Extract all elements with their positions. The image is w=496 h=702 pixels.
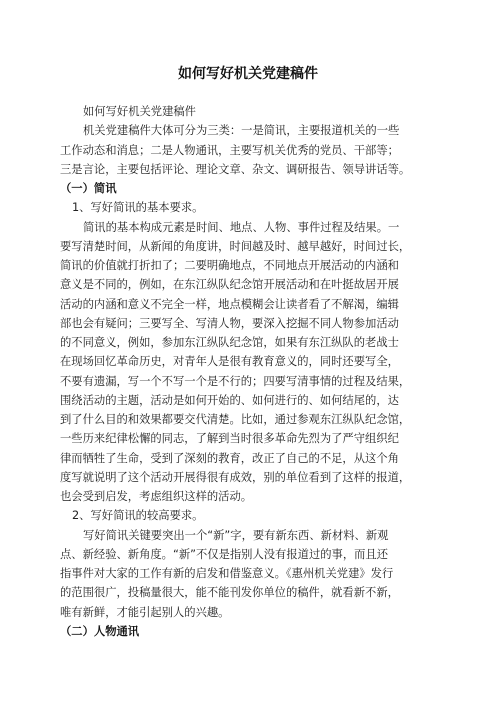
body-line: 不要有遗漏，写一个不写一个是不行的；四要写清事情的过程及结果，	[60, 374, 411, 388]
body-line: 要写清楚时间，从新闻的角度讲，时间越及时、越早越好，时间过长，	[60, 239, 411, 253]
body-line: 机关党建稿件大体可分为三类：一是简讯，主要报道机关的一些	[83, 124, 400, 138]
document-title: 如何写好机关党建稿件	[178, 66, 318, 82]
body-line: 律而牺牲了生命，受到了深刻的教育，改正了自己的不足，从这个角	[60, 451, 399, 465]
body-line: 到了什么目的和效果都要交代清楚。比如，通过参观东江纵队纪念馆，	[60, 413, 411, 426]
body-line: 如何写好机关党建稿件	[83, 105, 196, 118]
subsection-heading: 1、写好简讯的基本要求。	[72, 201, 204, 215]
body-line: 一些历来纪律松懈的同志，了解到当时很多革命先烈为了严守组织纪	[60, 432, 399, 446]
section-heading: （一）简讯	[60, 182, 117, 195]
body-line: 唯有新鲜，才能引起别人的兴趣。	[60, 605, 230, 619]
section-heading: （二）人物通讯	[60, 624, 140, 638]
body-line: 三是言论，主要包括评论、理论文章、杂文、调研报告、领导讲话等。	[60, 162, 411, 176]
body-line: 简讯的基本构成元素是时间、地点、人物、事件过程及结果。一	[83, 220, 400, 234]
body-line: 围绕活动的主题，活动是如何开始的、如何进行的、如何结尾的，达	[60, 393, 399, 407]
body-line: 在现场回忆革命历史，对青年人是很有教育意义的，同时还要写全，	[60, 355, 399, 369]
body-line: 的不同意义，例如，参加东江纵队纪念馆，如果有东江纵队的老战士	[60, 336, 399, 349]
body-line: 活动的内涵和意义不完全一样，地点模糊会让读者看了不解渴，编辑	[60, 297, 399, 311]
body-line: 工作动态和消息；二是人物通讯，主要写机关优秀的党员、干部等；	[60, 143, 399, 157]
subsection-heading: 2、写好简讯的较高要求。	[72, 509, 204, 523]
body-line: 指事件对大家的工作有新的启发和借鉴意义。《惠州机关党建》发行	[60, 567, 394, 580]
body-line: 部也会有疑问；三要写全、写清人物，要深入挖掘不同人物参加活动	[60, 316, 399, 330]
body-line: 写好简讯关键要突出一个“新”字，要有新东西、新材料、新观	[83, 528, 389, 542]
body-line: 度写就说明了这个活动开展得很有成效，别的单位看到了这样的报道，	[60, 470, 411, 484]
body-line: 简讯的价值就打折扣了；二要明确地点，不同地点开展活动的内涵和	[60, 259, 399, 272]
document-body	[60, 102, 436, 641]
body-line: 也会受到启发，考虑组织这样的活动。	[60, 490, 253, 503]
body-line: 的范围很广，投稿量很大，能不能刊发你单位的稿件，就看新不新，	[60, 586, 399, 600]
body-line: 点、新经验、新角度。“新”不仅是指别人没有报道过的事，而且还	[60, 547, 389, 561]
body-line: 意义是不同的，例如，在东江纵队纪念馆开展活动和在叶挺故居开展	[60, 278, 399, 292]
